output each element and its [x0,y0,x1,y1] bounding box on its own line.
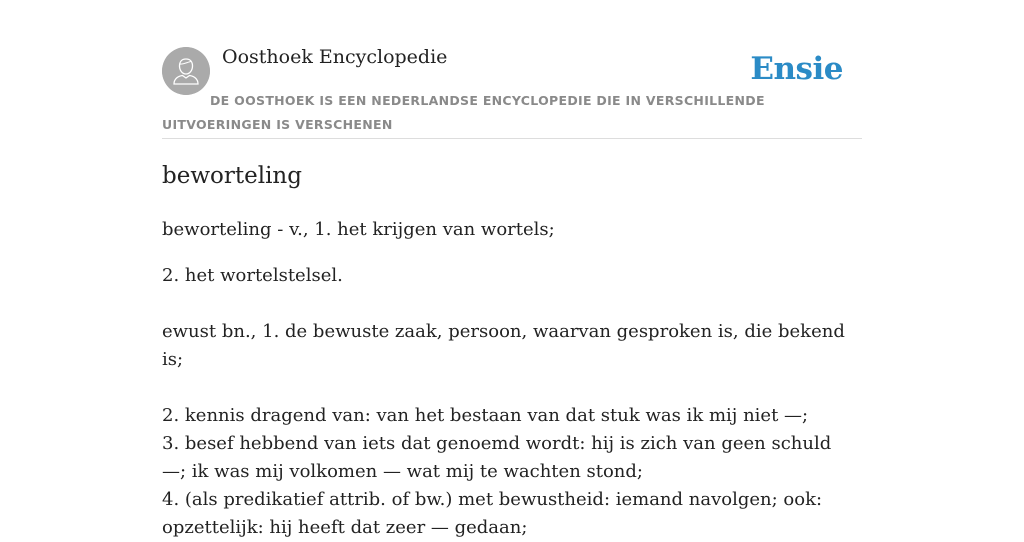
source-description: DE OOSTHOEK IS EEN NEDERLANDSE ENCYCLOPEDIE DIE IN VERSCHILLENDE UITVOERINGEN IS VERSCHENEN [162,93,765,132]
entry-title: beworteling [162,163,302,189]
entry-line: 4. (als predikatief attrib. of bw.) met bewustheid: iemand navolgen; ook: opzettelijk: hij heeft dat zeer — gedaan; [162,489,823,538]
entry-line: 2. het wortelstelsel. [162,265,343,286]
entry-line: ewust bn., 1. de bewuste zaak, persoon, waarvan gesproken is, die bekend is; [162,321,845,370]
spacer [162,374,852,402]
source-name[interactable]: Oosthoek Encyclopedie [222,46,448,68]
entry-line: 2. kennis dragend van: van het bestaan van dat stuk was ik mij niet —; [162,405,809,426]
entry-line: 3. besef hebbend van iets dat genoemd wordt: hij is zich van geen schuld —; ik was mij volkomen — wat mij te wachten stond; [162,433,832,482]
entry-line: beworteling - v., 1. het krijgen van wortels; [162,219,555,240]
avatar[interactable] [162,47,210,95]
page-header [162,0,862,139]
spacer [162,290,852,318]
entry-content [162,216,852,542]
brand-logo[interactable]: Ensie [750,51,843,87]
user-avatar-icon [162,47,210,95]
page-header-container [162,0,862,139]
